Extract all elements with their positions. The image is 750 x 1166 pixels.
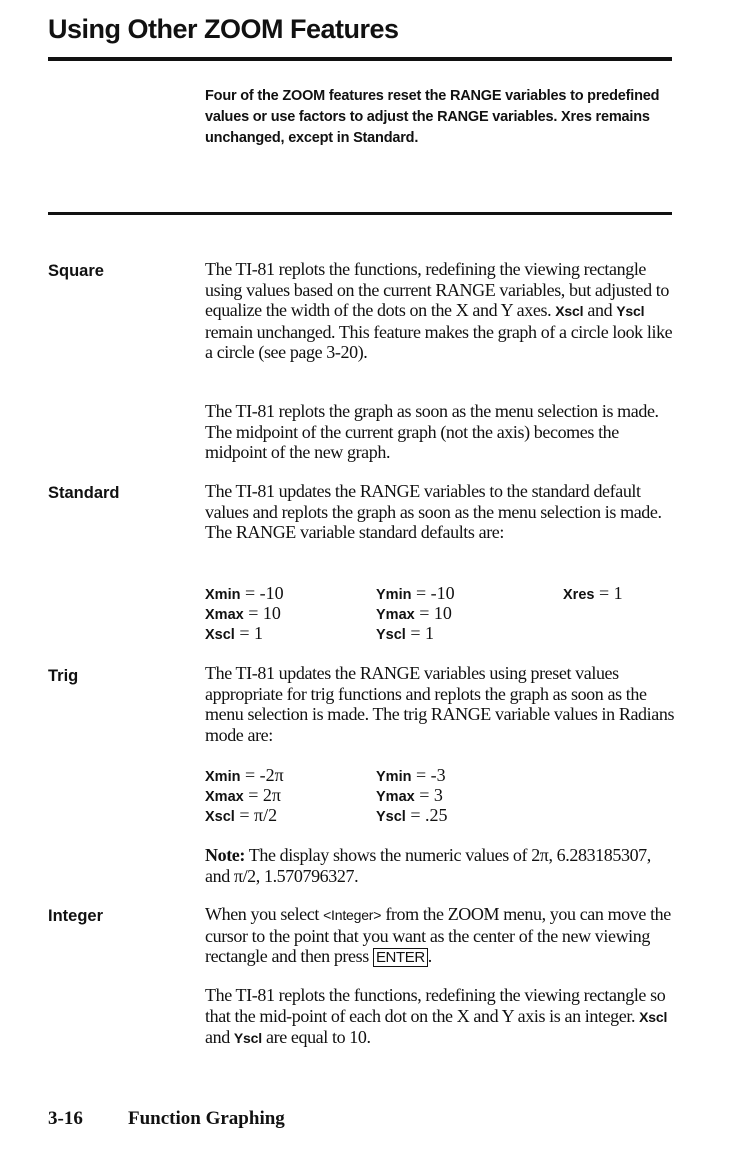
- trig-paragraph: The TI-81 updates the RANGE variables using preset values appropriate for trig functions and replots the graph as soon as the menu selection is made. The trig RANGE variable values in Radians mode are:: [205, 663, 675, 745]
- enter-key: ENTER: [373, 948, 428, 967]
- yscl-term: Yscl: [616, 303, 645, 319]
- std-xscl: Xscl = 1: [205, 623, 263, 643]
- label-square: Square: [48, 262, 104, 280]
- std-xres: Xres = 1: [563, 583, 623, 603]
- label-integer: Integer: [48, 907, 104, 925]
- label-standard: Standard: [48, 484, 120, 502]
- integer-paragraph-2: The TI-81 replots the functions, redefining the viewing rectangle so that the mid-point of each dot on the X and Y axis is an integer. Xscl and Yscl are equal to 10.: [205, 985, 668, 1047]
- integer-paragraph-1: When you select <Integer> from the ZOOM menu, you can move the cursor to the point that you want as the center of the new viewing rectangle and then press ENTER .: [205, 904, 671, 966]
- trig-yscl: Yscl = .25: [376, 805, 448, 825]
- trig-ymin: Ymin = -3: [376, 765, 446, 785]
- page-footer: [48, 1108, 285, 1130]
- trig-ymax: Ymax = 3: [376, 785, 443, 805]
- trig-xscl: Xscl = π/2: [205, 805, 278, 825]
- std-xmin: Xmin = -10: [205, 583, 284, 603]
- trig-xmax: Xmax = 2π: [205, 785, 281, 805]
- section-rule: [48, 212, 672, 215]
- note-label: Note:: [205, 845, 245, 865]
- top-rule: [48, 57, 672, 61]
- label-trig: Trig: [48, 667, 79, 685]
- std-xmax: Xmax = 10: [205, 603, 281, 623]
- trig-note: Note: The display shows the numeric values of 2π, 6.283185307, and π/2, 1.570796327.: [205, 845, 651, 886]
- xscl-term: Xscl: [555, 303, 584, 319]
- std-yscl: Yscl = 1: [376, 623, 434, 643]
- standard-paragraph: The TI-81 updates the RANGE variables to the standard default values and replots the graph as soon as the menu selection is made. The RANGE variable standard defaults are:: [205, 481, 662, 542]
- yscl-term: Yscl: [233, 1030, 262, 1046]
- trig-xmin: Xmin = -2π: [205, 765, 284, 785]
- section-name: Function Graphing: [128, 1108, 285, 1129]
- square-paragraph-1: The TI-81 replots the functions, redefining the viewing rectangle using values based on the current RANGE variables, but adjusted to equalize the width of the dots on the X and Y axes. Xscl and Yscl remain unchanged. This feature makes the graph of a circle look like a circle (see page 3-20).: [205, 259, 673, 362]
- std-ymax: Ymax = 10: [376, 603, 452, 623]
- intro-text: Four of the ZOOM features reset the RANGE variables to predefined values or use factors to adjust the RANGE variables. Xres remains unchanged, except in Standard.: [205, 88, 660, 146]
- std-ymin: Ymin = -10: [376, 583, 455, 603]
- integer-menu-item: <Integer>: [323, 907, 382, 923]
- square-paragraph-2: The TI-81 replots the graph as soon as the menu selection is made. The midpoint of the current graph (not the axis) becomes the midpoint of the new graph.: [205, 401, 659, 462]
- xscl-term: Xscl: [639, 1008, 668, 1025]
- page-title: Using Other ZOOM Features: [48, 14, 399, 44]
- page-number: 3-16: [48, 1108, 83, 1129]
